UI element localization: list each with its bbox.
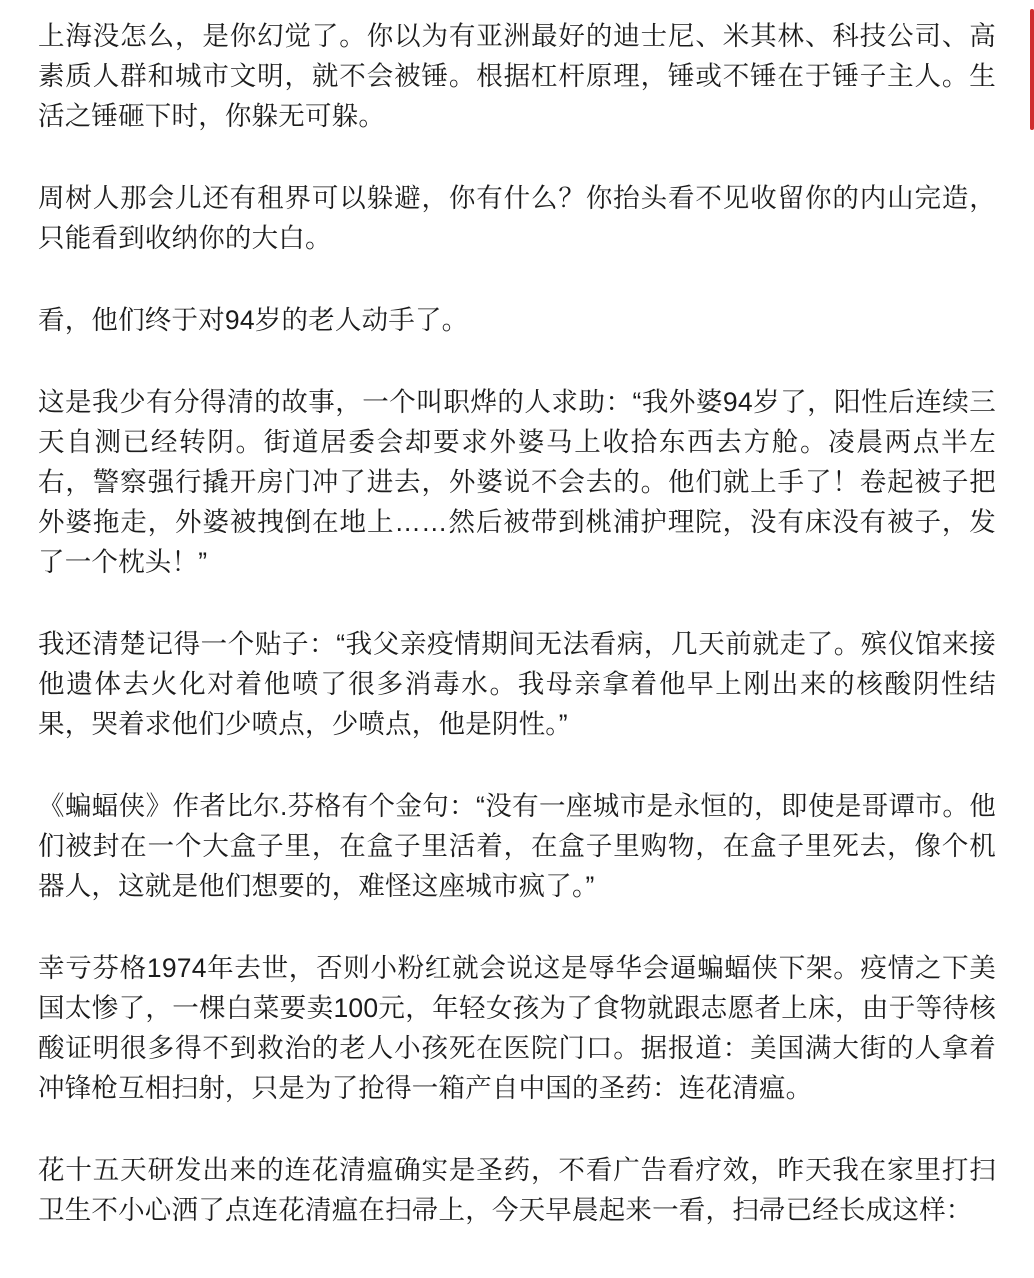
paragraph: 这是我少有分得清的故事，一个叫职烨的人求助：“我外婆94岁了，阳性后连续三天自测已经转阴。街道居委会却要求外婆马上收拾东西去方舱。凌晨两点半左右，警察强行撬开房门冲了进去，外婆说不会去的。他们就上手了！卷起被子把外婆拖走，外婆被拽倒在地上……然后被带到桃浦护理院，没有床没有被子，发了一个枕头！” [38, 387, 996, 577]
scrollbar-thumb[interactable] [1030, 9, 1034, 130]
paragraph: 我还清楚记得一个贴子：“我父亲疫情期间无法看病，几天前就走了。殡仪馆来接他遗体去火化对着他喷了很多消毒水。我母亲拿着他早上刚出来的核酸阴性结果，哭着求他们少喷点，少喷点，他是阴性。” [38, 629, 996, 739]
paragraph: 上海没怎么，是你幻觉了。你以为有亚洲最好的迪士尼、米其林、科技公司、高素质人群和城市文明，就不会被锤。根据杠杆原理，锤或不锤在于锤子主人。生活之锤砸下时，你躲无可躲。 [38, 21, 996, 131]
article-body [38, 0, 996, 1272]
paragraph: 看，他们终于对94岁的老人动手了。 [38, 305, 469, 335]
paragraph: 幸亏芬格1974年去世，否则小粉红就会说这是辱华会逼蝙蝠侠下架。疫情之下美国太惨了，一棵白菜要卖100元，年轻女孩为了食物就跟志愿者上床，由于等待核酸证明很多得不到救治的老人小孩死在医院门口。据报道：美国满大街的人拿着冲锋枪互相扫射，只是为了抢得一箱产自中国的圣药：连花清瘟。 [38, 953, 996, 1103]
paragraph: 《蝙蝠侠》作者比尔.芬格有个金句：“没有一座城市是永恒的，即使是哥谭市。他们被封在一个大盒子里，在盒子里活着，在盒子里购物，在盒子里死去，像个机器人，这就是他们想要的，难怪这座城市疯了。” [38, 791, 996, 901]
paragraph: 花十五天研发出来的连花清瘟确实是圣药，不看广告看疗效，昨天我在家里打扫卫生不小心洒了点连花清瘟在扫帚上，今天早晨起来一看，扫帚已经长成这样： [38, 1155, 996, 1225]
paragraph: 周树人那会儿还有租界可以躲避，你有什么？你抬头看不见收留你的内山完造，只能看到收纳你的大白。 [38, 183, 996, 253]
